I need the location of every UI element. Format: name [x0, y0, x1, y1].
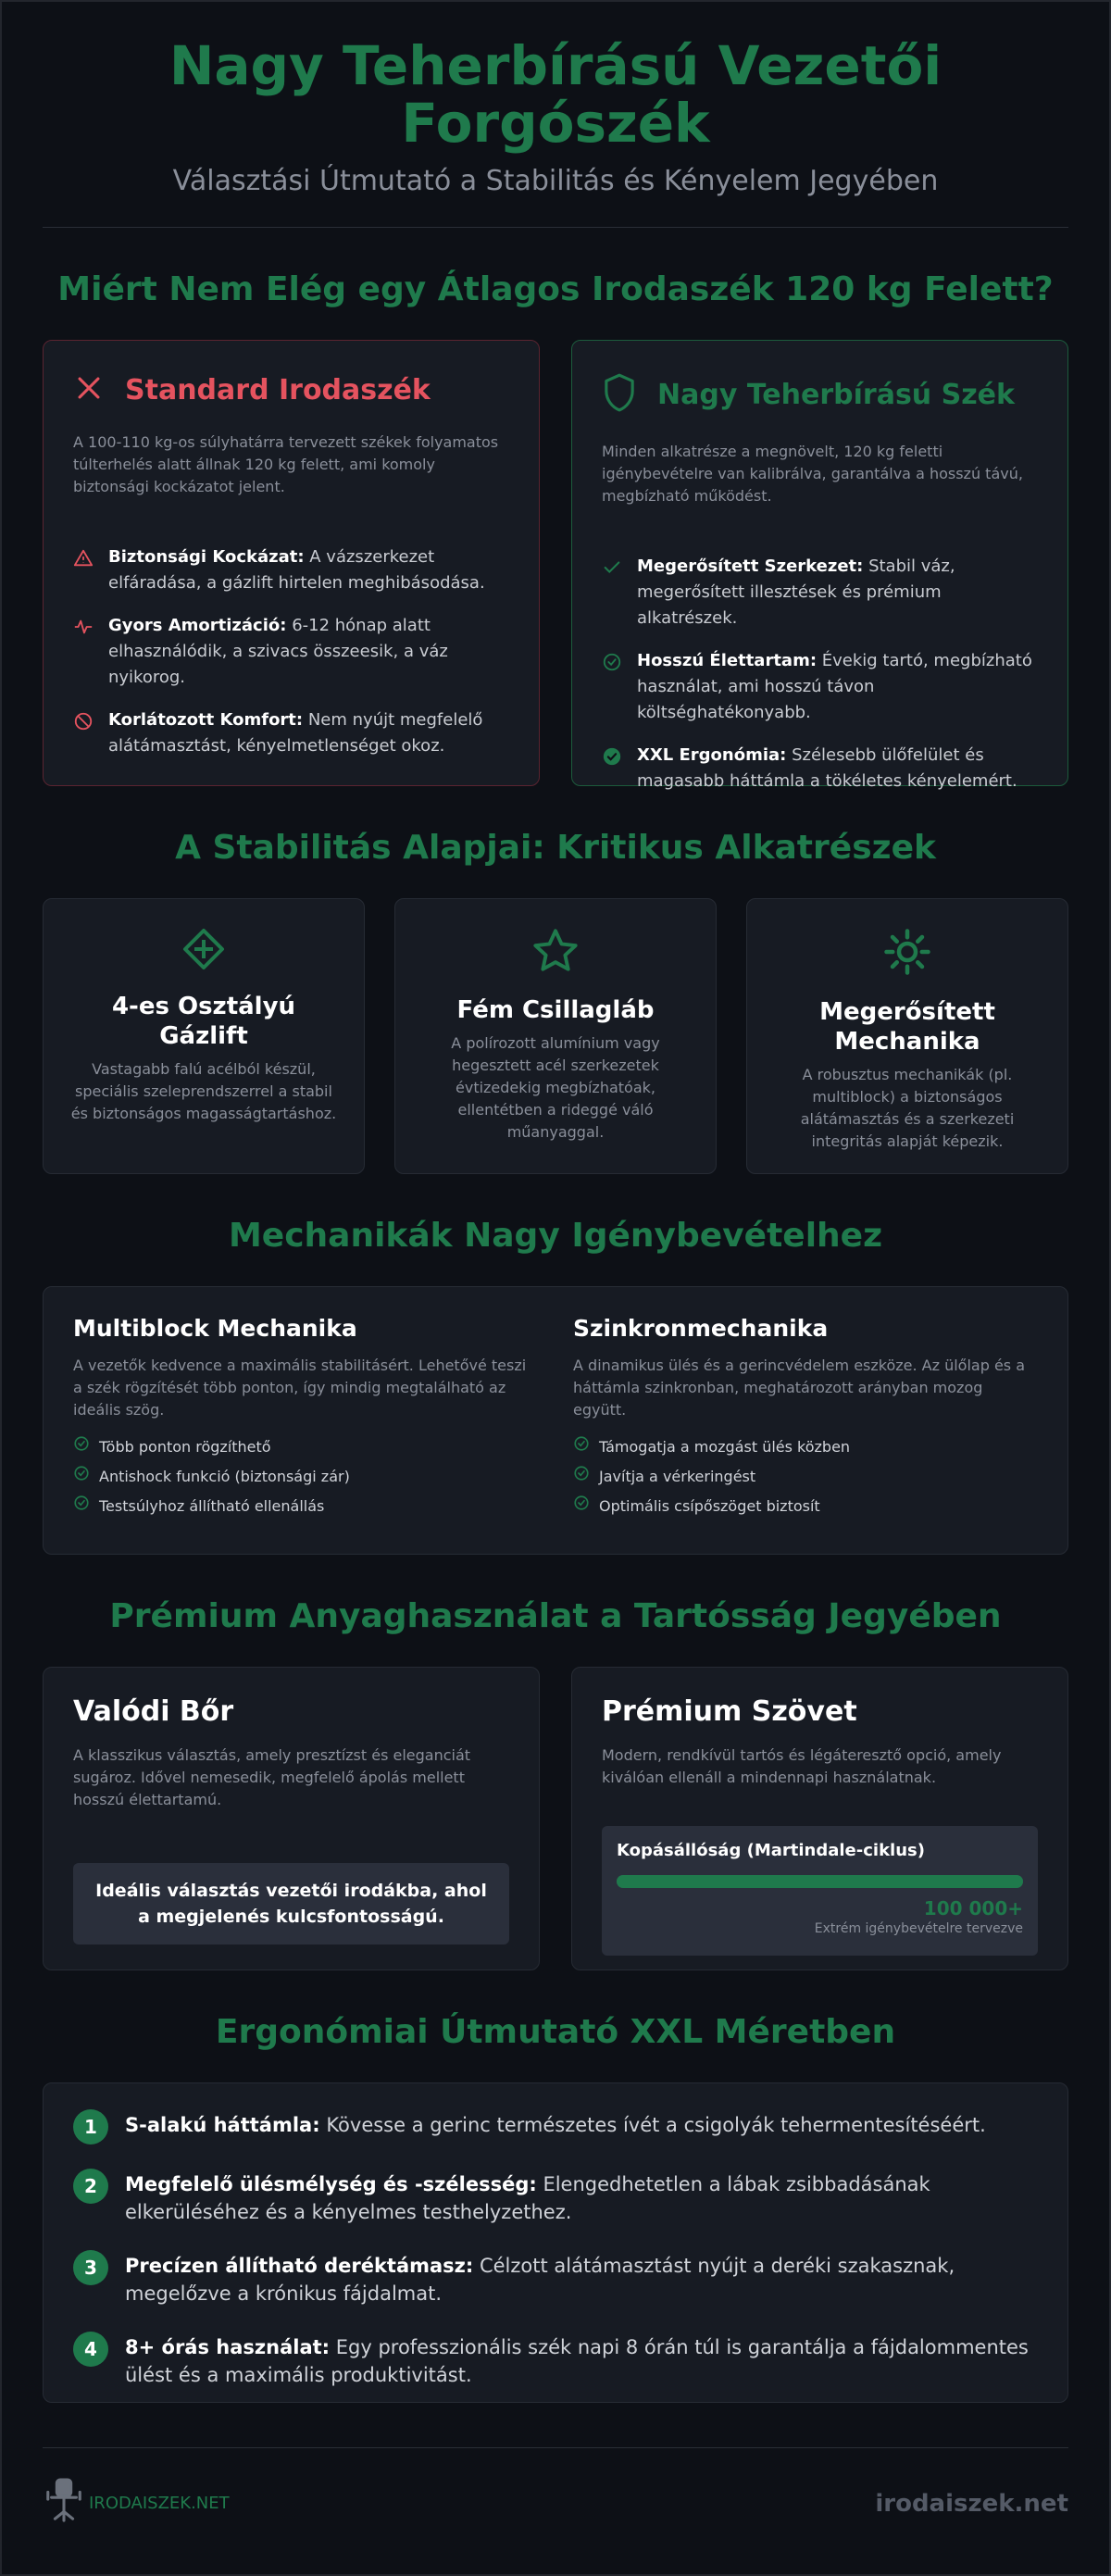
components-title: A Stabilitás Alapjai: Kritikus Alkatrészek: [175, 829, 936, 867]
leather-card: [43, 1667, 540, 1970]
meter-value: 100 000+: [923, 1897, 1023, 1919]
component-card-mechanism: [746, 898, 1068, 1174]
check-circle-icon: [73, 1432, 90, 1462]
pulse-icon: [73, 617, 94, 691]
abrasion-meter: [602, 1826, 1038, 1956]
meter-label: Kopásállóság (Martindale-ciklus): [617, 1841, 925, 1860]
list-item: Gyors Amortizáció: 6-12 hónap alatt elhasználódik, a szivacs összeesik, a váz nyikorog.: [73, 613, 509, 691]
meter-fill: [617, 1875, 1023, 1888]
multiblock-column: [73, 1315, 538, 1526]
heavy-duty-chair-title: Nagy Teherbírású Szék: [657, 378, 1015, 411]
ergonomics-item: 1 S-alakú háttámla: Kövesse a gerinc természetes ívét a csigolyák tehermentesítéséért.: [73, 2111, 1038, 2145]
logo-text: IRODAISZEK.NET: [89, 2494, 230, 2513]
component-title: Fém Csillagláb: [456, 996, 655, 1024]
list-item: Több ponton rögzíthető: [73, 1432, 538, 1462]
check-circle-icon: [602, 652, 622, 726]
component-title: 4-es Osztályú Gázlift: [111, 993, 296, 1050]
footer: [43, 2476, 1068, 2531]
component-text: Vastagabb falú acélból készül, speciális szeleprendszerrel a stabil és biztonságos magasságtartáshoz.: [70, 1060, 337, 1122]
component-card-gas-lift: [43, 898, 365, 1174]
multiblock-title: Multiblock Mechanika: [73, 1315, 357, 1342]
heavy-duty-chair-description: Minden alkatrésze a megnövelt, 120 kg feletti igénybevételre van kalibrálva, garantálva a hosszú távú, megbízható működést.: [602, 443, 1023, 505]
leather-title: Valódi Bőr: [73, 1695, 234, 1728]
footer-divider: [43, 2447, 1068, 2448]
mechanics-section: [43, 1286, 1068, 1555]
comparison-title: Miért Nem Elég egy Átlagos Irodaszék 120 kg Felett?: [57, 270, 1054, 308]
check-circle-icon: [73, 1492, 90, 1521]
list-item: Biztonsági Kockázat: A vázszerkezet elfáradása, a gázlift hirtelen meghibásodása.: [73, 544, 509, 596]
heavy-duty-chair-card: [571, 340, 1068, 791]
office-chair-icon: [43, 2476, 85, 2531]
standard-chair-card: [43, 340, 540, 786]
meter-track: [617, 1875, 1023, 1888]
component-title: Megerősített Mechanika: [819, 998, 995, 1056]
list-item: Optimális csípőszöget biztosít: [573, 1492, 1038, 1521]
step-number: 2: [73, 2169, 108, 2204]
component-card-star-base: [394, 898, 717, 1174]
meter-note: Extrém igénybevételre tervezve: [814, 1921, 1023, 1936]
list-item: Hosszú Élettartam: Évekig tartó, megbízható használat, ami hosszú távon költséghatékonyabb.: [602, 648, 1038, 726]
synchro-text: A dinamikus ülés és a gerincvédelem eszköze. Az ülőlap és a háttámla szinkronban, meghatározott arányban mozog együtt.: [573, 1357, 1026, 1419]
check-circle-icon: [573, 1492, 590, 1521]
ergonomics-section: [43, 2082, 1068, 2403]
warning-icon: [73, 548, 94, 596]
shield-icon: [602, 372, 637, 417]
step-number: 4: [73, 2332, 108, 2367]
component-text: A robusztus mechanikák (pl. multiblock) a biztonságos alátámasztás és a szerkezeti integritás alapját képezik.: [800, 1066, 1015, 1150]
badge-check-icon: [602, 746, 622, 794]
ban-icon: [73, 711, 94, 759]
standard-chair-title: Standard Irodaszék: [125, 373, 431, 406]
list-item: Megerősített Szerkezet: Stabil váz, megerősített illesztések és prémium alkatrészek.: [602, 554, 1038, 631]
materials-title: Prémium Anyaghasználat a Tartósság Jegyében: [109, 1597, 1002, 1635]
comparison-section: [43, 340, 1068, 791]
fabric-title: Prémium Szövet: [602, 1695, 857, 1728]
step-number: 3: [73, 2250, 108, 2285]
check-circle-icon: [573, 1462, 590, 1492]
list-item: Korlátozott Komfort: Nem nyújt megfelelő alátámasztást, kényelmetlenséget okoz.: [73, 707, 509, 759]
header: [43, 2, 1068, 197]
divider: [43, 227, 1068, 228]
component-text: A polírozott alumínium vagy hegesztett acél szerkezetek évtizedekig megbízhatóak, ellentétben a rideggé váló műanyaggal.: [451, 1034, 660, 1141]
list-item: Antishock funkció (biztonsági zár): [73, 1462, 538, 1492]
check-circle-icon: [573, 1432, 590, 1462]
ergonomics-title: Ergonómiai Útmutató XXL Méretben: [215, 2013, 896, 2051]
site-url[interactable]: irodaiszek.net: [875, 2489, 1068, 2518]
synchro-column: [573, 1315, 1038, 1526]
fabric-text: Modern, rendkívül tartós és légáteresztő opció, amely kiválóan ellenáll a mindennapi használatnak.: [602, 1746, 1002, 1786]
components-section: [43, 898, 1068, 1174]
sun-gear-icon: [882, 963, 932, 981]
page-subtitle: Választási Útmutató a Stabilitás és Kényelem Jegyében: [172, 165, 939, 197]
list-item: XXL Ergonómia: Szélesebb ülőfelület és magasabb háttámla a tökéletes kényelemért.: [602, 743, 1038, 794]
site-logo[interactable]: [43, 2476, 230, 2531]
leather-text: A klasszikus választás, amely presztízst és eleganciát sugároz. Idővel nemesedik, megfelelő ápolás mellett hosszú élettartamú.: [73, 1746, 471, 1808]
materials-section: [43, 1667, 1068, 1970]
ergonomics-item: 3 Precízen állítható deréktámasz: Célzott alátámasztást nyújt a deréki szakasznak, megelőzve a krónikus fájdalmat.: [73, 2252, 1038, 2307]
multiblock-text: A vezetők kedvence a maximális stabilitásért. Lehetővé teszi a szék rögzítését több ponton, így mindig megtalálható az ideális szög.: [73, 1357, 527, 1419]
ergonomics-item: 4 8+ órás használat: Egy professzionális szék napi 8 órán túl is garantálja a fájdalommentes ülést és a maximális produktivitást.: [73, 2333, 1038, 2389]
list-item: Testsúlyhoz állítható ellenállás: [73, 1492, 538, 1521]
check-circle-icon: [73, 1462, 90, 1492]
leather-callout: Ideális választás vezetői irodákba, ahol a megjelenés kulcsfontosságú.: [73, 1863, 509, 1945]
check-icon: [602, 557, 622, 631]
standard-chair-description: A 100-110 kg-os súlyhatárra tervezett székek folyamatos túlterhelés alatt állnak 120 kg felett, ami komoly biztonsági kockázatot jelent.: [73, 433, 499, 495]
synchro-title: Szinkronmechanika: [573, 1315, 829, 1342]
star-icon: [530, 961, 581, 979]
list-item: Támogatja a mozgást ülés közben: [573, 1432, 1038, 1462]
fabric-card: [571, 1667, 1068, 1970]
ergonomics-item: 2 Megfelelő ülésmélység és -szélesség: Elengedhetetlen a lábak zsibbadásának elkerüléséhez és a kényelmes testhelyzethez.: [73, 2170, 1038, 2226]
mechanics-title: Mechanikák Nagy Igénybevételhez: [228, 1217, 883, 1255]
list-item: Javítja a vérkeringést: [573, 1462, 1038, 1492]
step-number: 1: [73, 2109, 108, 2145]
close-icon: [73, 372, 105, 407]
page-title: Nagy Teherbírású Vezetői Forgószék: [169, 34, 942, 155]
move-icon: [181, 957, 226, 975]
